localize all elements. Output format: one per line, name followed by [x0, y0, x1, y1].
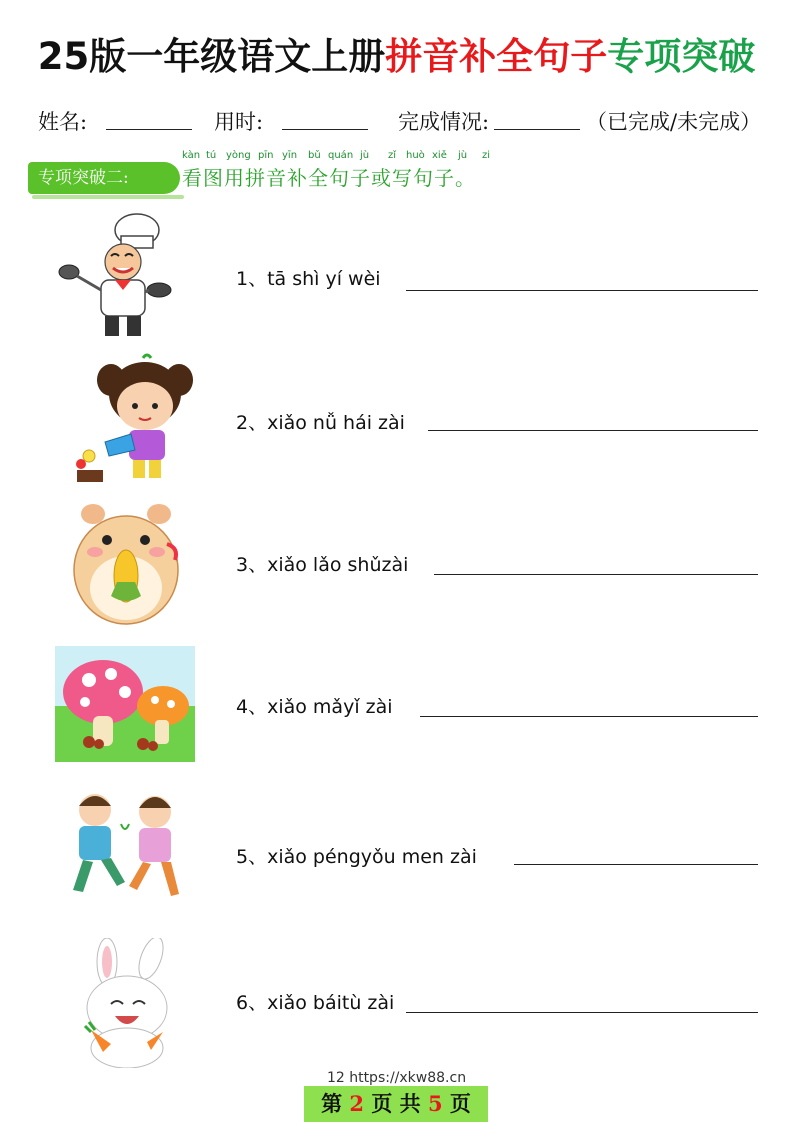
pinyin-syllable: jù — [360, 150, 370, 161]
pinyin-syllable: pīn — [258, 150, 274, 161]
pinyin-syllable: yīn — [282, 150, 298, 161]
title-suffix: 专项突破 — [607, 35, 756, 78]
item-4-answer-line[interactable] — [420, 716, 758, 717]
title-topic: 拼音补全句子 — [385, 35, 608, 78]
name-label: 姓名: — [38, 110, 88, 134]
page-prefix: 第 — [321, 1091, 343, 1116]
chef-icon — [55, 210, 195, 342]
rabbit-eating-carrot-icon — [55, 938, 195, 1068]
item-3-prompt: 3、xiǎo lǎo shǔzài — [236, 554, 409, 576]
item-2-answer-line[interactable] — [428, 430, 758, 431]
title-grade: 25版一年级语文上册 — [37, 35, 386, 78]
pinyin-syllable: yòng — [226, 150, 251, 161]
page-indicator — [304, 1086, 488, 1122]
item-5-answer-line[interactable] — [514, 864, 758, 865]
name-field[interactable] — [106, 106, 192, 130]
item-6-answer-line[interactable] — [406, 1012, 758, 1013]
item-6-prompt: 6、xiǎo báitù zài — [236, 992, 395, 1014]
section-header — [28, 152, 768, 198]
pinyin-syllable: zi — [482, 150, 491, 161]
item-3-answer-line[interactable] — [434, 574, 758, 575]
section-instruction: 看图用拼音补全句子或写句子。 — [182, 166, 476, 190]
section-badge: 专项突破二: — [28, 162, 180, 194]
pinyin-syllable: xiě — [432, 150, 447, 161]
ants-under-mushrooms-icon — [55, 646, 195, 762]
status-field[interactable] — [494, 106, 580, 130]
pinyin-syllable: huò — [406, 150, 425, 161]
total-pages-number: 5 — [427, 1091, 443, 1116]
pinyin-syllable: tú — [206, 150, 217, 161]
exercise-item-3 — [0, 494, 793, 634]
footer-url: 12 https://xkw88.cn — [326, 1070, 467, 1086]
page-middle: 页 共 — [371, 1091, 421, 1116]
girl-watering-flowers-icon — [55, 352, 195, 486]
item-2-prompt: 2、xiǎo nǚ hái zài — [236, 412, 405, 434]
hamster-eating-corn-icon — [55, 496, 195, 626]
item-1-prompt: 1、tā shì yí wèi — [236, 268, 381, 290]
pinyin-syllable: bǔ — [308, 150, 321, 161]
pinyin-syllable: zǐ — [388, 150, 397, 161]
item-4-prompt: 4、xiǎo mǎyǐ zài — [236, 696, 393, 718]
exercise-item-1 — [0, 206, 793, 346]
exercise-item-4 — [0, 640, 793, 780]
item-5-prompt: 5、xiǎo péngyǒu men zài — [236, 846, 477, 868]
time-field[interactable] — [282, 106, 368, 130]
pinyin-syllable: jù — [458, 150, 468, 161]
status-options: （已完成/未完成） — [586, 110, 762, 134]
status-label: 完成情况: — [398, 110, 490, 134]
current-page-number: 2 — [349, 1091, 365, 1116]
student-info-row — [38, 106, 778, 140]
exercise-item-5 — [0, 780, 793, 930]
item-1-answer-line[interactable] — [406, 290, 758, 291]
exercise-item-2 — [0, 350, 793, 490]
page-suffix: 页 — [449, 1091, 471, 1116]
children-playing-icon — [55, 784, 195, 924]
pinyin-syllable: kàn — [182, 150, 201, 161]
time-label: 用时: — [214, 110, 264, 134]
page-title — [0, 26, 793, 80]
exercise-item-6 — [0, 932, 793, 1072]
pinyin-syllable: quán — [328, 150, 354, 161]
